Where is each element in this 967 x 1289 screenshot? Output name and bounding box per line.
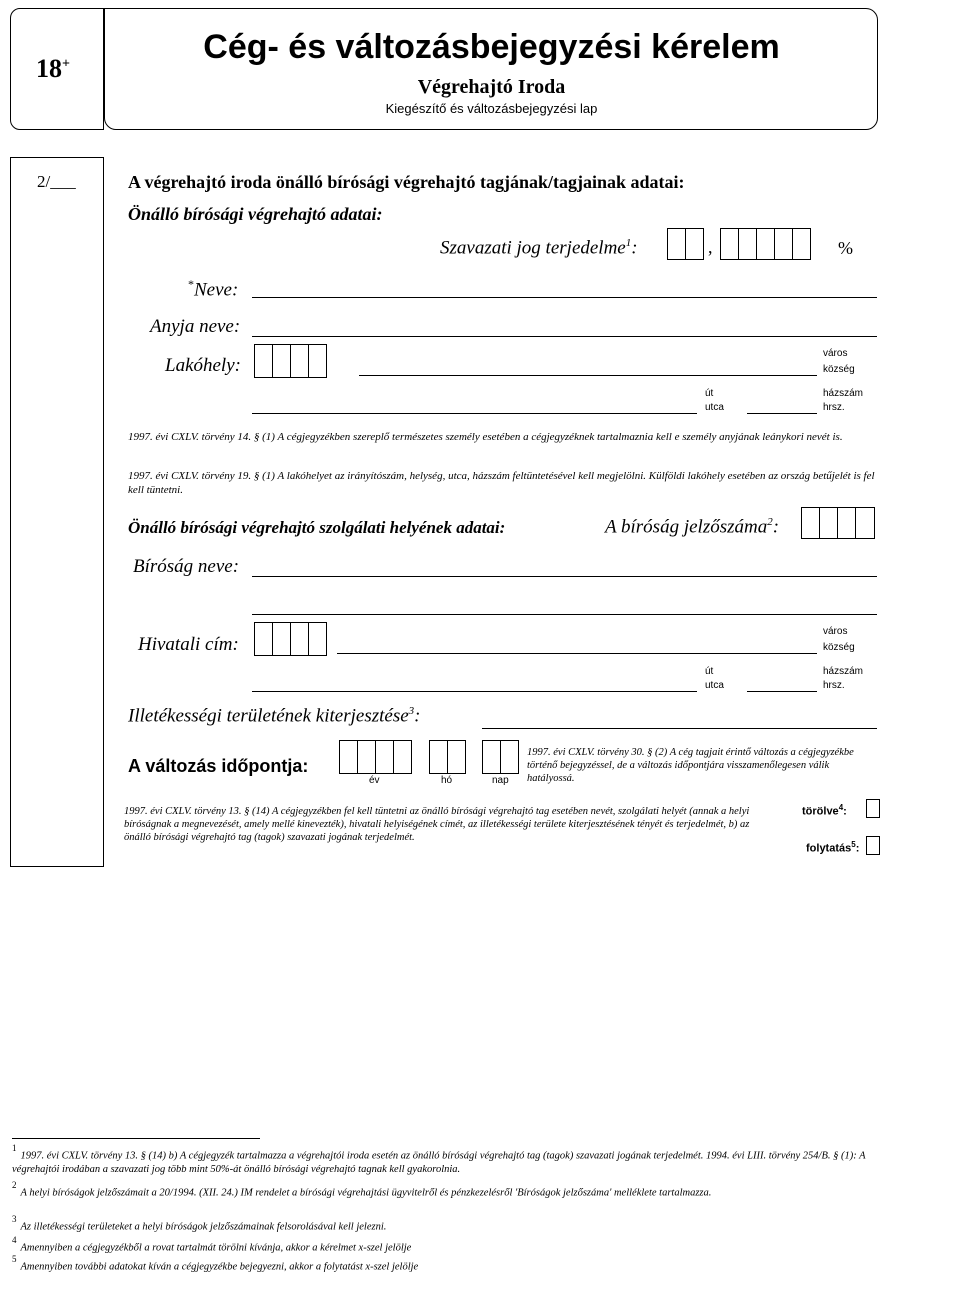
footnote-4: $^4$Amennyiben a cégjegyzékből a rovat tartalmát törölni kívánja, akkor a kérelmet x-szel jelölje [12,1235,412,1254]
footnote-1: $^1$1997. évi CXLV. törvény 13. § (14) b) A cégjegyzék tartalmazza a végrehajtói iroda esetén az önálló bírósági végrehajtó tag (tagok) szavazati jogának terjedelmét. 1994. évi LIII. törvény 254/B. § (1): A végrehajtói irodában a szavazati jog több mint 50%-át önálló bírósági végrehajtó tagnak kell gyakorolnia. [12,1143,866,1175]
village-label: község [823,364,855,375]
vote-decimal-cells[interactable] [720,228,811,260]
house-number-label: házszám [823,388,864,399]
office-street-label: utca [705,680,724,691]
footnote-5: $^5$Amennyiben további adatokat kíván a cégjegyzékbe bejegyezni, akkor a folytatást x-szel jelölje [12,1254,419,1273]
office-house-number-label: házszám [823,666,864,677]
jurisdiction-field[interactable] [482,728,877,729]
street-label: utca [705,402,724,413]
year-label: év [369,775,380,786]
jurisdiction-label: Illetékességi területének kiterjesztése$^3$: [128,705,421,727]
court-code-label: A bíróság jelzőszáma$^2$: [605,516,780,538]
note-residence: 1997. évi CXLV. törvény 19. § (1) A lakóhelyet az irányítószám, helység, utca, házszám feltüntetésével kell megjelölni. Külföldi lakóhely esetében az ország betűjelét is fel kell tüntetni. [128,470,875,496]
residence-street-field[interactable] [252,413,697,414]
section-number-column [10,157,104,867]
change-month-cells[interactable] [429,740,466,774]
form-number: 18+ [36,54,70,83]
mother-name-field[interactable] [252,336,877,337]
name-field[interactable] [252,297,877,298]
office-city-field[interactable] [337,653,817,654]
change-year-cells[interactable] [339,740,412,774]
office-house-number-field[interactable] [747,691,817,692]
office-street-field[interactable] [252,691,697,692]
section-heading: A végrehajtó iroda önálló bírósági végrehajtó tagjának/tagjainak adatai: [128,172,685,192]
residence-postcode-cells[interactable] [254,344,327,378]
residence-house-number-field[interactable] [747,413,817,414]
change-date-note: 1997. évi CXLV. törvény 30. § (2) A cég tagjait érintő változás a cégjegyzékbe történő bejegyzéssel, de a változás időpontjára visszamenőlegesen válik hatályossá. [527,747,854,784]
page-title: Cég- és változásbejegyzési kérelem [203,28,780,66]
footnote-2: $^2$A helyi bíróságok jelzőszámait a 20/1994. (XII. 24.) IM rendelet a bírósági végrehajtási ügyvitelről és pénzkezelésről 'Bíróságok jelzőszáma' melléklete tartalmazza. [12,1180,712,1199]
road-label: út [705,388,714,399]
day-label: nap [492,775,509,786]
court-name-field[interactable] [252,576,877,577]
office-address-label: Hivatali cím: [138,634,239,655]
office-heading: Önálló bírósági végrehajtó szolgálati helyének adatai: [128,518,506,537]
residence-label: Lakóhely: [165,355,241,376]
court-code-cells[interactable] [801,507,875,539]
mother-name-label: Anyja neve: [150,316,241,337]
office-lot-label: hrsz. [823,680,845,691]
office-road-label: út [705,666,714,677]
vote-integer-cells[interactable] [667,228,704,260]
court-name-label: Bíróság neve: [133,556,240,577]
law-note: 1997. évi CXLV. törvény 13. § (14) A cégjegyzékben fel kell tüntetni az önálló bírósági végrehajtó tag esetében nevét, szolgálati helyét (annak a helyi bíróságnak a megnevezését, amely mellé kinevezték), hivatali helyiségének címét, az illetékességi területe kiterjesztésének tényét és terjedelmét, b) az önálló bírósági végrehajtó tag (tagok) szavazati jogának terjedelmét. [124,806,750,843]
city-label: város [823,348,848,359]
continued-label: folytatás$^5$: [806,840,860,855]
court-name-field-2[interactable] [252,614,877,615]
vote-label: Szavazati jog terjedelme$^1$: [440,237,638,259]
office-postcode-cells[interactable] [254,622,327,656]
month-label: hó [441,775,453,786]
page-subtitle: Végrehajtó Iroda [417,76,566,98]
page-sub-subtitle: Kiegészítő és változásbejegyzési lap [385,101,598,116]
note-mother-name: 1997. évi CXLV. törvény 14. § (1) A cégjegyzékben szereplő természetes személy esetében a cégjegyzéknek tartalmaznia kell e személy anyjának leánykori nevét is. [128,431,843,443]
footnote-3: $^3$Az illetékességi területeket a helyi bíróságok jelzőszámainak felsorolásával kell jelezni. [12,1214,387,1233]
percent-sign: % [838,238,853,258]
name-label: *Neve: [188,277,239,301]
section-number: 2/___ [37,172,76,191]
vote-comma: , [708,237,713,257]
change-day-cells[interactable] [482,740,519,774]
change-date-label: A változás időpontja: [128,756,309,776]
footnote-separator [12,1138,260,1139]
residence-city-field[interactable] [359,375,817,376]
deleted-checkbox[interactable] [866,799,880,818]
section-subheading: Önálló bírósági végrehajtó adatai: [128,204,383,224]
deleted-label: törölve$^4$: [802,803,847,818]
continued-checkbox[interactable] [866,836,880,855]
office-village-label: község [823,642,855,653]
lot-label: hrsz. [823,402,845,413]
office-city-label: város [823,626,848,637]
